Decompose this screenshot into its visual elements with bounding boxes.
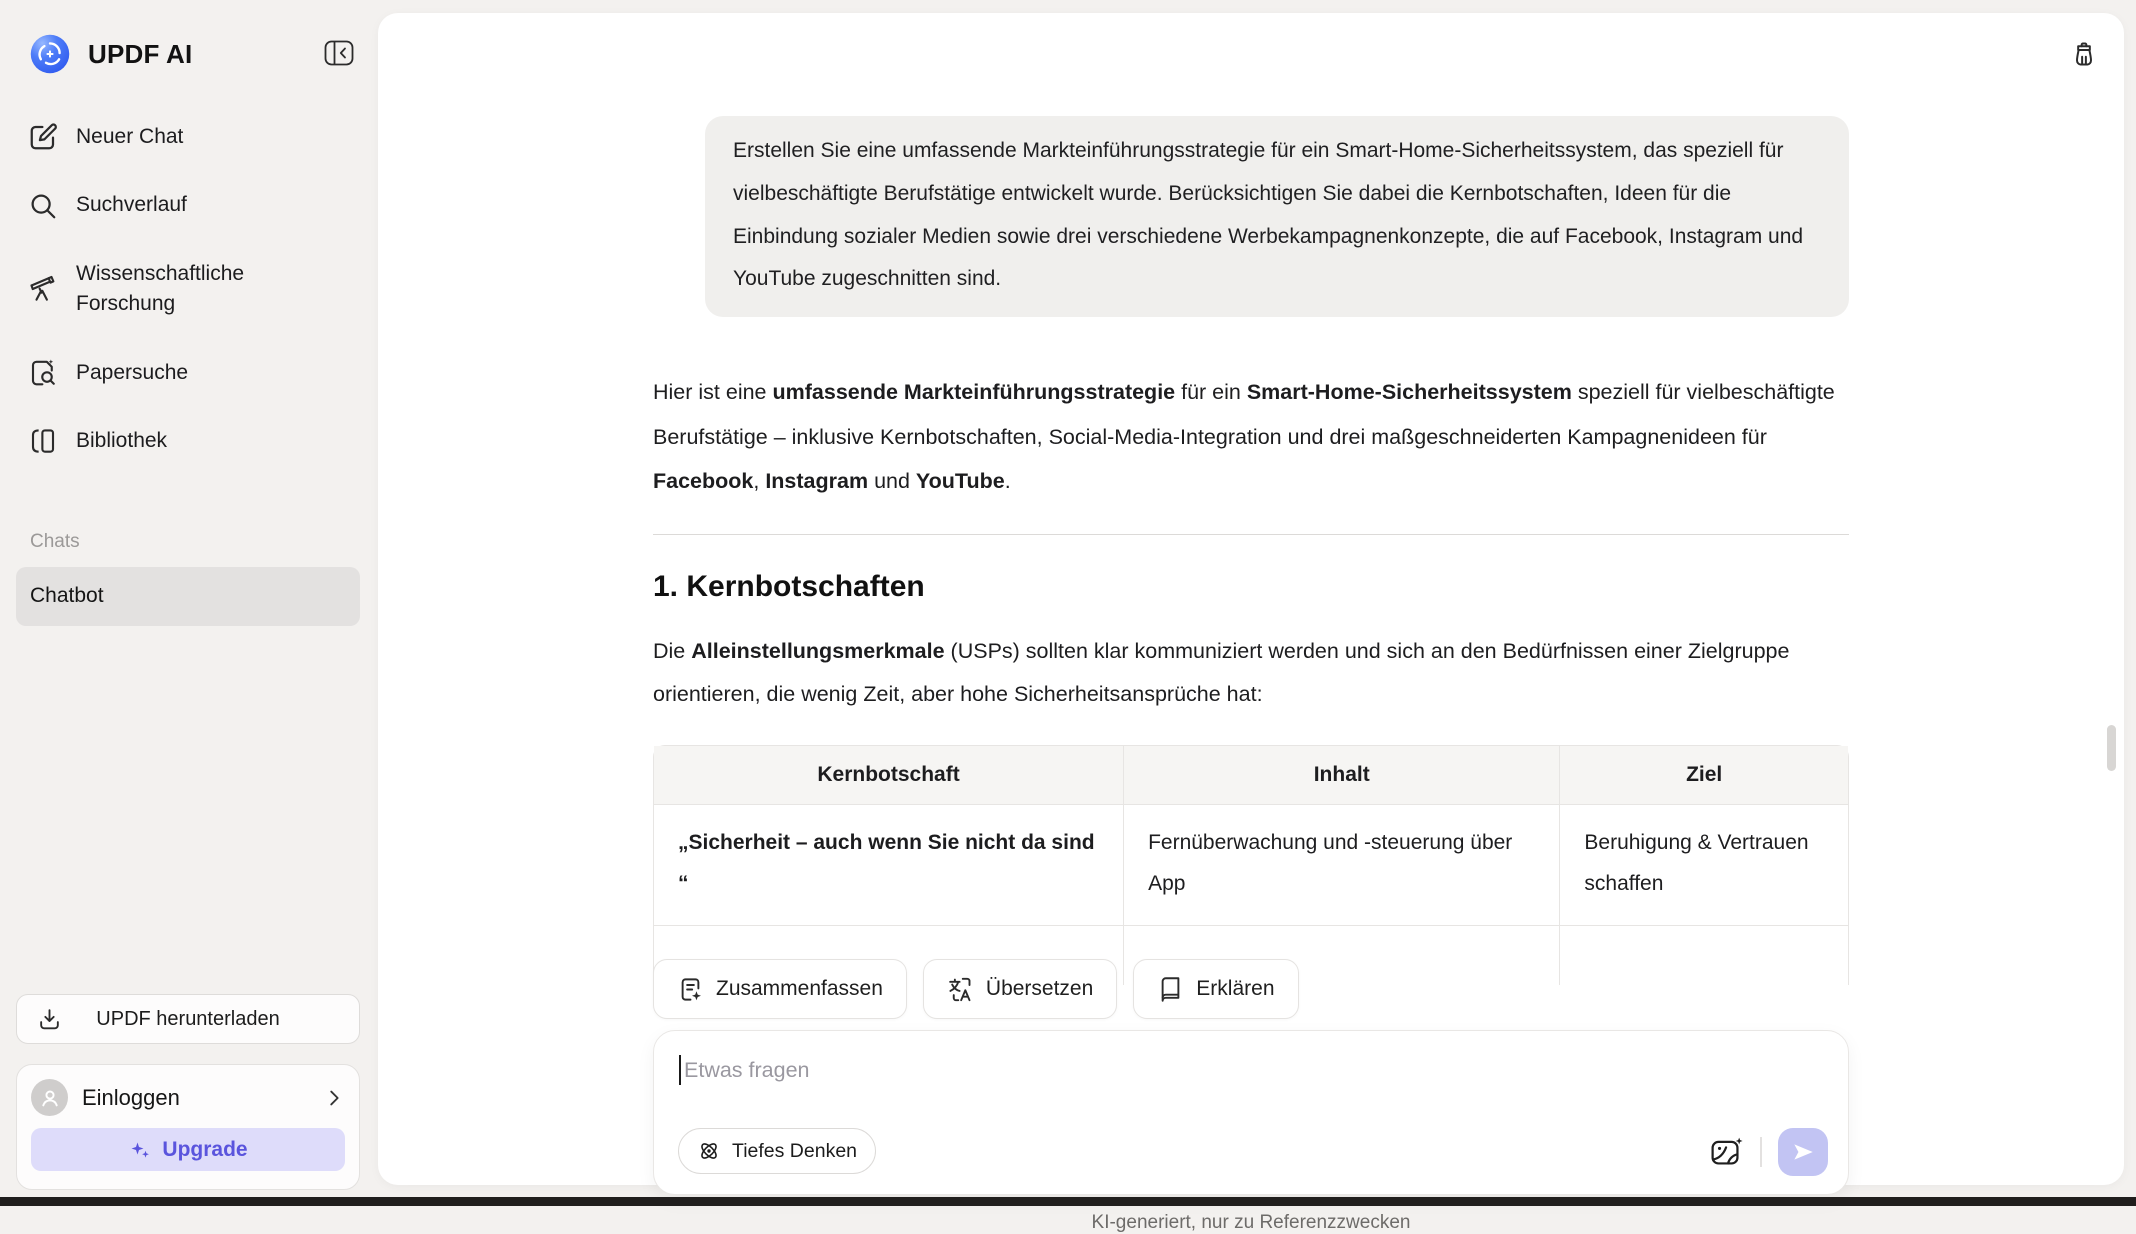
ai-disclaimer: KI-generiert, nur zu Referenzzwecken: [1091, 1212, 1411, 1234]
new-chat-icon: [28, 122, 58, 152]
chevron-right-icon: [323, 1087, 345, 1109]
collapse-panel-icon: [324, 40, 354, 66]
send-plane-icon: [1790, 1139, 1816, 1165]
scrollbar-thumb[interactable]: [2107, 725, 2116, 771]
kernbotschaften-table: [653, 745, 1849, 985]
collapse-sidebar-button[interactable]: [324, 40, 354, 66]
download-updf-button[interactable]: [16, 994, 360, 1044]
attach-image-button[interactable]: [1710, 1136, 1744, 1168]
table-cell-ziel: Beruhigung & Vertrauen schaffen: [1559, 805, 1848, 925]
telescope-icon: [28, 274, 58, 304]
library-books-icon: [28, 426, 58, 456]
broom-icon: [2070, 41, 2098, 69]
sidebar-item-chatbot[interactable]: [16, 567, 360, 626]
summarize-icon: [677, 976, 704, 1003]
message-table-wrapper: [653, 745, 1849, 923]
table-cell-inhalt: Fernüberwachung und -steuerung über App: [1123, 805, 1559, 925]
sidebar-item-neuer-chat[interactable]: [28, 122, 348, 152]
search-icon: [28, 191, 58, 221]
sidebar-item-wissenschaftliche-forschung[interactable]: [28, 259, 348, 320]
section-paragraph: Die Alleinstellungsmerkmale (USPs) sollten klar kommuniziert werden und sich an den Bedürfnissen einer Zielgruppe orientieren, die wenig Zeit, aber hohe Sicherheitsansprüche hat:: [653, 639, 1790, 707]
account-card: [16, 1064, 360, 1190]
brand: [0, 0, 376, 76]
avatar: [31, 1079, 68, 1116]
clear-chat-button[interactable]: [2070, 41, 2098, 69]
download-icon: [37, 1007, 62, 1032]
summarize-button[interactable]: [653, 959, 907, 1019]
table-cell-kernbotschaft: „Sicherheit – auch wenn Sie nicht da sind “: [678, 831, 1095, 896]
send-button[interactable]: [1778, 1128, 1828, 1176]
sidebar-item-label: Wissenschaftliche Forschung: [76, 261, 245, 316]
action-label: Übersetzen: [985, 977, 1094, 1001]
table-header-inhalt: Inhalt: [1123, 746, 1559, 805]
table-header-row: [654, 746, 1848, 805]
translate-icon: [947, 976, 974, 1003]
image-icon: [1710, 1136, 1744, 1167]
sidebar: [0, 0, 376, 1206]
login-row[interactable]: [31, 1079, 345, 1116]
atom-icon: [697, 1139, 721, 1163]
vertical-divider: [1760, 1137, 1762, 1167]
chat-input-placeholder: Etwas fragen: [684, 1057, 810, 1082]
app-title: UPDF AI: [88, 38, 193, 69]
sidebar-item-label: Suchverlauf: [76, 193, 187, 217]
sidebar-nav: [0, 122, 376, 457]
chat-input[interactable]: [679, 1055, 1823, 1085]
sparkles-icon: [128, 1138, 152, 1162]
sidebar-item-label: Bibliothek: [76, 429, 168, 453]
translate-button[interactable]: [923, 959, 1117, 1019]
chat-entry-label: Chatbot: [30, 584, 104, 608]
login-label: Einloggen: [82, 1084, 180, 1110]
chat-content: [653, 13, 1849, 1234]
composer: [653, 1030, 1849, 1195]
deep-thinking-toggle[interactable]: [678, 1128, 876, 1174]
action-label: Zusammenfassen: [716, 977, 883, 1001]
taskbar-edge: [0, 1197, 2136, 1206]
chat-panel: [378, 13, 2124, 1234]
book-icon: [1157, 976, 1184, 1003]
upgrade-label: Upgrade: [162, 1137, 248, 1161]
ai-intro-paragraph: Hier ist eine umfassende Markteinführungsstrategie für ein Smart-Home-Sicherheitssystem speziell für vielbeschäftigte Berufstätige – inklusive Kernbotschaften, Social-Media-Integration und drei maßgeschneiderten Kampagnenideen für Facebook, Instagram und YouTube.: [653, 380, 1835, 493]
sidebar-item-label: Papersuche: [76, 360, 189, 384]
sidebar-item-label: Neuer Chat: [76, 125, 184, 148]
sidebar-item-suchverlauf[interactable]: [28, 190, 348, 220]
deep-thinking-label: Tiefes Denken: [732, 1139, 858, 1162]
section-divider: [653, 534, 1849, 535]
section-heading: 1. Kernbotschaften: [653, 570, 925, 604]
explain-button[interactable]: [1133, 959, 1298, 1019]
quick-actions-row: [653, 959, 1849, 1019]
user-message-bubble: Erstellen Sie eine umfassende Markteinführungsstrategie für ein Smart-Home-Sicherheitssystem, das speziell für vielbeschäftigte Berufstätige entwickelt wurde. Berücksichtigen Sie dabei die Kernbotschaften, Ideen für die Einbindung sozialer Medien sowie drei verschiedene Werbekampagnenkonzepte, die auf Facebook, Instagram und YouTube zugeschnitten sind.: [705, 116, 1849, 317]
updf-ai-logo-icon: [28, 32, 72, 76]
table-header-ziel: Ziel: [1559, 746, 1848, 805]
upgrade-button[interactable]: [31, 1128, 345, 1171]
sidebar-item-papersuche[interactable]: [28, 358, 348, 388]
table-header-kernbotschaft: Kernbotschaft: [654, 746, 1123, 805]
composer-right-controls: [1710, 1128, 1828, 1176]
table-row: [654, 805, 1848, 925]
person-icon: [37, 1085, 63, 1111]
paper-search-icon: [28, 358, 58, 388]
sidebar-item-bibliothek[interactable]: [28, 426, 348, 456]
text-cursor: [679, 1055, 681, 1085]
chats-section-label: Chats: [30, 530, 80, 552]
action-label: Erklären: [1196, 977, 1275, 1001]
download-label: UPDF herunterladen: [96, 1007, 280, 1030]
sidebar-bottom: [16, 994, 360, 1190]
